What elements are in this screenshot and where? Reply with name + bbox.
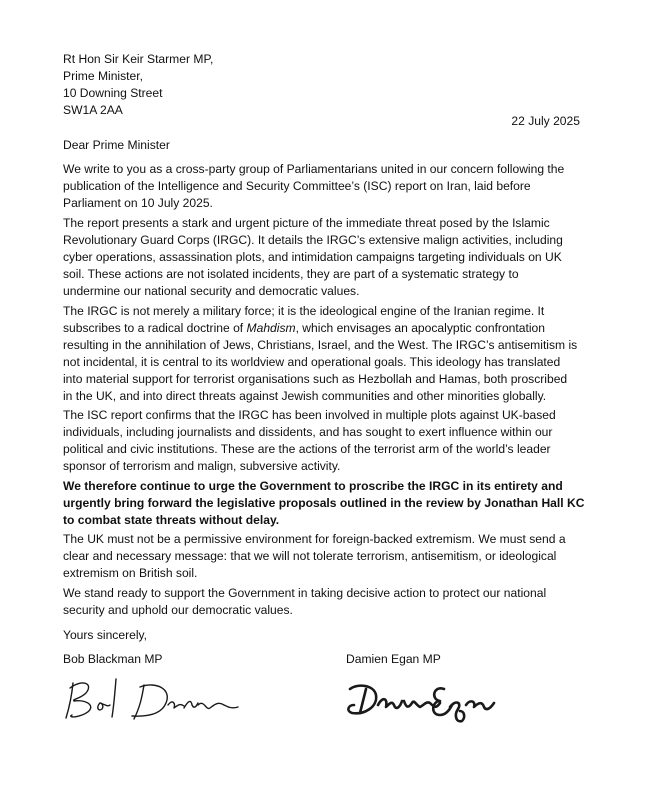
paragraph-line: urgently bring forward the legislative proposals outlined in the review by Jonathan Hall KC	[63, 496, 585, 510]
signatory-name-egan: Damien Egan MP	[346, 652, 441, 666]
paragraph-line: soil. These actions are not isolated incidents, they are part of a systematic strategy to	[63, 267, 519, 281]
recipient-postcode: SW1A 2AA	[63, 103, 123, 117]
letter-date: 22 July 2025	[511, 114, 580, 128]
paragraph-line: into material support for terrorist organisations such as Hezbollah and Hamas, both proscribed	[63, 372, 568, 386]
paragraph-plots	[63, 407, 583, 475]
paragraph-line: not incidental, it is central to its worldview and operational goals. This ideology has translated	[63, 355, 561, 369]
paragraph-ideology	[63, 303, 583, 405]
paragraph-line: security and uphold our democratic values.	[63, 603, 293, 617]
signature-blackman	[60, 675, 245, 725]
paragraph-line: extremism on British soil.	[63, 566, 198, 580]
paragraph-isc-report	[63, 161, 583, 212]
paragraph-line: clear and necessary message: that we will not tolerate terrorism, antisemitism, or ideological	[63, 549, 557, 563]
paragraph-line: Revolutionary Guard Corps (IRGC). It details the IRGC’s extensive malign activities, including	[63, 233, 563, 247]
paragraph-threat	[63, 215, 583, 300]
paragraph-line: sponsor of terrorism and malign, subversive activity.	[63, 459, 341, 473]
paragraph-line: individuals, including journalists and dissidents, and has sought to exert influence within our	[63, 425, 553, 439]
closing: Yours sincerely,	[63, 628, 148, 642]
paragraph-line: resulting in the annihilation of Jews, Christians, Israel, and the West. The IRGC’s antisemitism is	[63, 338, 578, 352]
paragraph-line	[63, 320, 583, 337]
paragraph-proscription-call	[63, 478, 583, 529]
text-run: , which envisages an apocalyptic confrontation	[295, 321, 545, 335]
paragraph-line: We write to you as a cross-party group of Parliamentarians united in our concern following the	[63, 162, 565, 176]
paragraph-extremism	[63, 531, 583, 582]
recipient-title: Prime Minister,	[63, 69, 143, 83]
salutation: Dear Prime Minister	[63, 138, 170, 152]
recipient-name: Rt Hon Sir Keir Starmer MP,	[63, 52, 214, 66]
paragraph-line: undermine our national security and democratic values.	[63, 284, 360, 298]
text-run: subscribes to a radical doctrine of	[63, 321, 247, 335]
paragraph-line: in the UK, and into direct threats against Jewish communities and other minorities globally.	[63, 389, 547, 403]
signature-egan	[344, 675, 504, 727]
paragraph-line: Parliament on 10 July 2025.	[63, 196, 213, 210]
paragraph-support	[63, 585, 583, 619]
paragraph-line: political and civic institutions. These are the actions of the terrorist arm of the world’s leader	[63, 442, 551, 456]
signatory-name-blackman: Bob Blackman MP	[63, 652, 163, 666]
paragraph-line: publication of the Intelligence and Security Committee’s (ISC) report on Iran, laid before	[63, 179, 531, 193]
recipient-address	[63, 51, 213, 119]
paragraph-line: to combat state threats without delay.	[63, 513, 280, 527]
recipient-street: 10 Downing Street	[63, 86, 163, 100]
paragraph-line: We therefore continue to urge the Government to proscribe the IRGC in its entirety and	[63, 479, 563, 493]
paragraph-line: We stand ready to support the Government in taking decisive action to protect our national	[63, 586, 547, 600]
mahdism-term: Mahdism	[246, 321, 296, 335]
paragraph-line: The IRGC is not merely a military force; it is the ideological engine of the Iranian regime. It	[63, 304, 545, 318]
paragraph-line: The report presents a stark and urgent picture of the immediate threat posed by the Islamic	[63, 216, 550, 230]
paragraph-line: The UK must not be a permissive environment for foreign-backed extremism. We must send a	[63, 532, 566, 546]
paragraph-line: cyber operations, assassination plots, and intimidation campaigns targeting individuals on UK	[63, 250, 562, 264]
paragraph-line: The ISC report confirms that the IRGC has been involved in multiple plots against UK-based	[63, 408, 556, 422]
